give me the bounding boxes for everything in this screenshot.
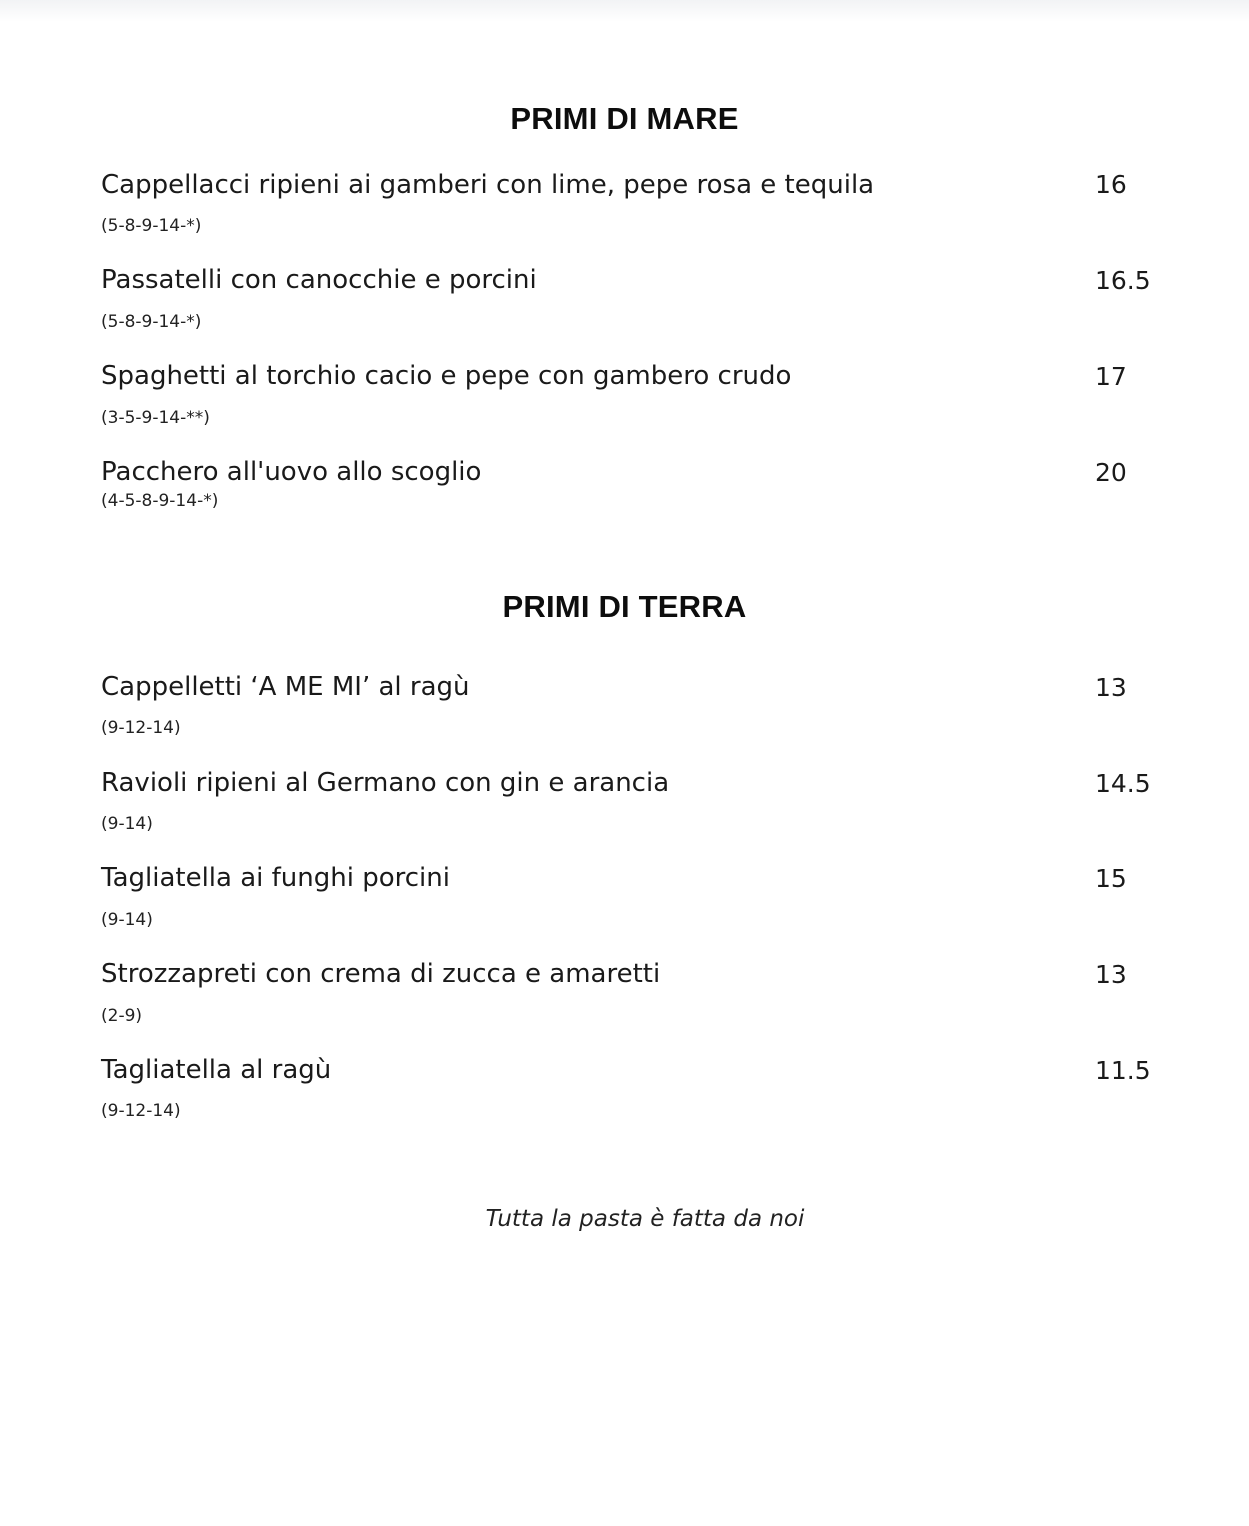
dish-price: 16.5 [1095, 266, 1151, 295]
dish-allergens: (9-14) [101, 910, 153, 930]
footer-note: Tutta la pasta è fatta da noi [485, 1206, 805, 1232]
dish-name: Tagliatella ai funghi porcini [101, 863, 450, 893]
dish-name: Pacchero all'uovo allo scoglio [101, 457, 482, 487]
dish-name: Strozzapreti con crema di zucca e amaretti [101, 959, 661, 989]
dish-allergens: (9-14) [101, 814, 153, 834]
dish-allergens: (4-5-8-9-14-*) [101, 491, 219, 511]
dish-allergens: (5-8-9-14-*) [101, 312, 202, 332]
dish-price: 16 [1095, 170, 1127, 199]
dish-name: Cappelletti ‘A ME MI’ al ragù [101, 672, 470, 702]
dish-name: Ravioli ripieni al Germano con gin e arancia [101, 768, 670, 798]
dish-price: 17 [1095, 362, 1127, 391]
dish-name: Tagliatella al ragù [101, 1055, 332, 1085]
section-title-primi-di-mare: PRIMI DI MARE [510, 101, 739, 136]
dish-name: Cappellacci ripieni ai gamberi con lime, pepe rosa e tequila [101, 170, 875, 200]
dish-price: 14.5 [1095, 769, 1151, 798]
dish-price: 13 [1095, 960, 1127, 989]
top-shade [0, 0, 1249, 22]
dish-allergens: (5-8-9-14-*) [101, 216, 202, 236]
dish-allergens: (9-12-14) [101, 1101, 181, 1121]
dish-price: 11.5 [1095, 1056, 1151, 1085]
dish-price: 15 [1095, 864, 1127, 893]
dish-price: 20 [1095, 458, 1127, 487]
dish-name: Passatelli con canocchie e porcini [101, 265, 537, 295]
section-title-primi-di-terra: PRIMI DI TERRA [502, 589, 747, 624]
dish-name: Spaghetti al torchio cacio e pepe con gambero crudo [101, 361, 792, 391]
dish-price: 13 [1095, 673, 1127, 702]
dish-allergens: (3-5-9-14-**) [101, 408, 210, 428]
dish-allergens: (9-12-14) [101, 718, 181, 738]
dish-allergens: (2-9) [101, 1006, 143, 1026]
